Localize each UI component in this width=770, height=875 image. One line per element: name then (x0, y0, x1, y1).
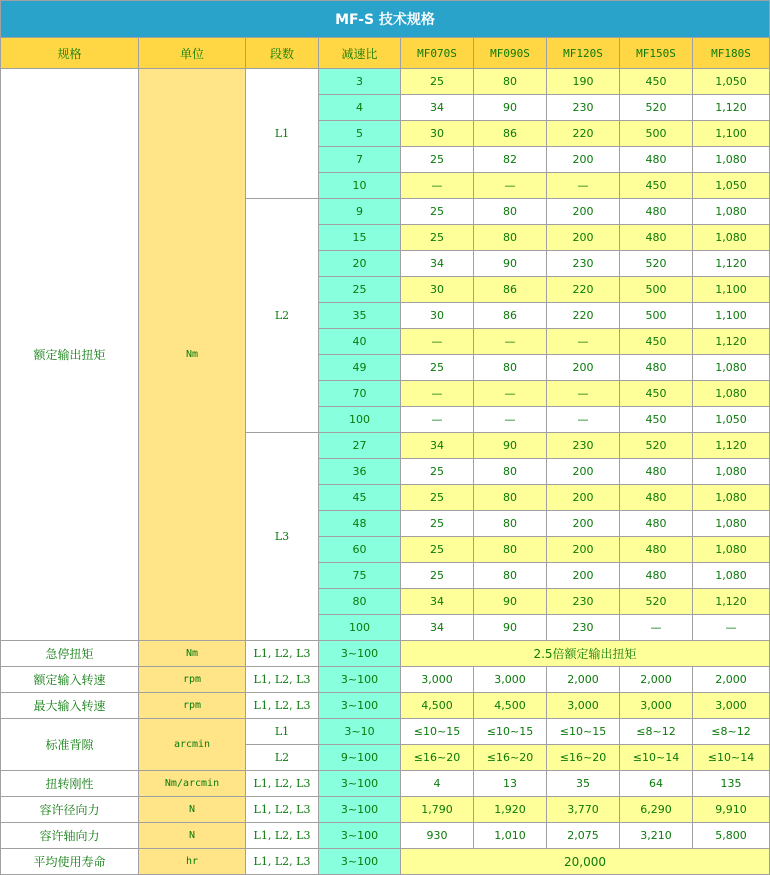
value-cell: 1,080 (693, 511, 770, 537)
value-cell: 200 (547, 225, 620, 251)
value-cell: ≤16~20 (401, 745, 474, 771)
ratio-cell: 3~100 (319, 641, 401, 667)
value-cell: 1,080 (693, 225, 770, 251)
value-cell: 9,910 (693, 797, 770, 823)
value-cell: 5,800 (693, 823, 770, 849)
value-cell: — (620, 615, 693, 641)
value-cell: 80 (474, 563, 547, 589)
spec-label: 扭转刚性 (1, 771, 139, 797)
value-cell: 230 (547, 589, 620, 615)
value-cell: 25 (401, 485, 474, 511)
ratio-cell: 3~100 (319, 771, 401, 797)
table-title: MF-S 技术规格 (1, 1, 770, 38)
ratio-cell: 100 (319, 407, 401, 433)
value-cell: 190 (547, 69, 620, 95)
ratio-cell: 7 (319, 147, 401, 173)
value-cell: 480 (620, 485, 693, 511)
unit-cell: arcmin (139, 719, 246, 771)
value-cell: — (401, 381, 474, 407)
header-row (1, 38, 770, 69)
value-cell: ≤10~15 (547, 719, 620, 745)
header-model-mf070s: MF070S (401, 38, 474, 69)
value-cell: ≤10~14 (620, 745, 693, 771)
value-cell: 3,000 (547, 693, 620, 719)
spec-label: 容许轴向力 (1, 823, 139, 849)
value-cell: 25 (401, 459, 474, 485)
value-cell: 520 (620, 95, 693, 121)
header-model-mf090s: MF090S (474, 38, 547, 69)
value-cell: 1,080 (693, 199, 770, 225)
value-cell: 480 (620, 225, 693, 251)
table-row-max-input-speed (1, 693, 770, 719)
ratio-cell: 48 (319, 511, 401, 537)
ratio-cell: 49 (319, 355, 401, 381)
value-cell: 3,770 (547, 797, 620, 823)
value-cell: 25 (401, 69, 474, 95)
value-cell: 1,120 (693, 251, 770, 277)
ratio-cell: 10 (319, 173, 401, 199)
value-cell: 480 (620, 459, 693, 485)
value-cell: 1,100 (693, 121, 770, 147)
stage-cell: L1, L2, L3 (246, 849, 319, 875)
unit-cell: Nm (139, 641, 246, 667)
value-cell: — (547, 329, 620, 355)
value-cell: ≤16~20 (474, 745, 547, 771)
table-row-axial-force (1, 823, 770, 849)
value-cell: 80 (474, 537, 547, 563)
stage-cell: L2 (246, 745, 319, 771)
value-cell: 230 (547, 615, 620, 641)
value-cell: 64 (620, 771, 693, 797)
value-cell: 2,000 (620, 667, 693, 693)
value-cell: 1,050 (693, 173, 770, 199)
header-spec: 规格 (1, 38, 139, 69)
ratio-cell: 25 (319, 277, 401, 303)
value-cell: 220 (547, 121, 620, 147)
header-ratio: 减速比 (319, 38, 401, 69)
table-row-torsional-rigidity (1, 771, 770, 797)
value-cell: 1,080 (693, 147, 770, 173)
value-cell: — (547, 381, 620, 407)
ratio-cell: 3~100 (319, 849, 401, 875)
value-cell: 90 (474, 615, 547, 641)
value-cell: 450 (620, 407, 693, 433)
spec-label-rated-torque: 额定输出扭矩 (1, 69, 139, 641)
unit-cell: rpm (139, 667, 246, 693)
value-cell: 500 (620, 121, 693, 147)
value-cell: 30 (401, 121, 474, 147)
ratio-cell: 3~100 (319, 797, 401, 823)
stage-cell: L1, L2, L3 (246, 693, 319, 719)
unit-cell: Nm/arcmin (139, 771, 246, 797)
value-cell: 2,000 (547, 667, 620, 693)
value-cell: ≤10~15 (474, 719, 547, 745)
ratio-cell: 40 (319, 329, 401, 355)
spec-label: 额定输入转速 (1, 667, 139, 693)
value-cell: 1,920 (474, 797, 547, 823)
value-cell: 34 (401, 251, 474, 277)
value-cell: 450 (620, 329, 693, 355)
value-cell: 2,075 (547, 823, 620, 849)
unit-cell: rpm (139, 693, 246, 719)
value-cell: 450 (620, 381, 693, 407)
value-cell: 480 (620, 355, 693, 381)
stage-cell: L3 (246, 433, 319, 641)
value-cell: ≤10~15 (401, 719, 474, 745)
table-row-radial-force (1, 797, 770, 823)
value-cell: 500 (620, 303, 693, 329)
spec-label: 急停扭矩 (1, 641, 139, 667)
value-cell: 80 (474, 199, 547, 225)
value-cell: 200 (547, 537, 620, 563)
value-cell: 3,210 (620, 823, 693, 849)
value-cell: 25 (401, 225, 474, 251)
table-row (1, 69, 770, 95)
spec-label: 标准背隙 (1, 719, 139, 771)
value-cell: 930 (401, 823, 474, 849)
value-cell: — (401, 329, 474, 355)
value-cell: 4,500 (474, 693, 547, 719)
spec-label: 最大输入转速 (1, 693, 139, 719)
value-cell: 230 (547, 433, 620, 459)
value-cell: 34 (401, 433, 474, 459)
value-cell: 90 (474, 589, 547, 615)
value-cell: — (693, 615, 770, 641)
ratio-cell: 27 (319, 433, 401, 459)
value-cell: 220 (547, 303, 620, 329)
unit-rated-torque: Nm (139, 69, 246, 641)
value-cell: 200 (547, 563, 620, 589)
header-unit: 单位 (139, 38, 246, 69)
value-cell: — (474, 407, 547, 433)
unit-cell: N (139, 823, 246, 849)
value-cell: 1,120 (693, 95, 770, 121)
ratio-cell: 80 (319, 589, 401, 615)
value-cell: 3,000 (693, 693, 770, 719)
value-cell: 80 (474, 485, 547, 511)
unit-cell: hr (139, 849, 246, 875)
value-cell: 25 (401, 537, 474, 563)
value-cell: 200 (547, 511, 620, 537)
value-cell: — (401, 407, 474, 433)
value-cell: 25 (401, 355, 474, 381)
value-cell: 1,100 (693, 277, 770, 303)
value-cell: 34 (401, 615, 474, 641)
value-cell: 480 (620, 537, 693, 563)
value-cell: 80 (474, 511, 547, 537)
value-cell: 520 (620, 589, 693, 615)
value-cell: 25 (401, 511, 474, 537)
ratio-cell: 15 (319, 225, 401, 251)
value-cell: — (401, 173, 474, 199)
value-cell: 3,000 (474, 667, 547, 693)
spec-label: 平均使用寿命 (1, 849, 139, 875)
value-cell: ≤8~12 (693, 719, 770, 745)
value-cell: 25 (401, 147, 474, 173)
value-cell: 13 (474, 771, 547, 797)
value-cell: 1,120 (693, 329, 770, 355)
ratio-cell: 70 (319, 381, 401, 407)
value-cell: 25 (401, 199, 474, 225)
ratio-cell: 35 (319, 303, 401, 329)
ratio-cell: 100 (319, 615, 401, 641)
stage-cell: L1 (246, 69, 319, 199)
value-cell: 1,010 (474, 823, 547, 849)
value-cell: 1,050 (693, 69, 770, 95)
value-cell: — (474, 173, 547, 199)
value-cell: 200 (547, 199, 620, 225)
value-cell: 230 (547, 95, 620, 121)
value-cell: 86 (474, 277, 547, 303)
header-stage: 段数 (246, 38, 319, 69)
header-model-mf120s: MF120S (547, 38, 620, 69)
value-cell: 4,500 (401, 693, 474, 719)
value-cell: 450 (620, 173, 693, 199)
ratio-cell: 3~100 (319, 693, 401, 719)
value-cell: 82 (474, 147, 547, 173)
stage-cell: L1, L2, L3 (246, 641, 319, 667)
header-model-mf150s: MF150S (620, 38, 693, 69)
value-cell: — (547, 407, 620, 433)
ratio-cell: 36 (319, 459, 401, 485)
stage-cell: L1 (246, 719, 319, 745)
table-row-rated-input-speed (1, 667, 770, 693)
value-cell: — (474, 381, 547, 407)
spec-label: 容许径向力 (1, 797, 139, 823)
value-cell: 80 (474, 225, 547, 251)
value-cell: 1,050 (693, 407, 770, 433)
value-cell: 1,080 (693, 381, 770, 407)
value-cell: 230 (547, 251, 620, 277)
value-cell: 1,080 (693, 537, 770, 563)
ratio-cell: 3~100 (319, 667, 401, 693)
value-cell: 90 (474, 433, 547, 459)
value-cell: 135 (693, 771, 770, 797)
ratio-cell: 60 (319, 537, 401, 563)
header-model-mf180s: MF180S (693, 38, 770, 69)
value-cell: 480 (620, 199, 693, 225)
table-row-emergency-stop (1, 641, 770, 667)
stage-cell: L1, L2, L3 (246, 823, 319, 849)
value-cell: 86 (474, 121, 547, 147)
value-cell: 200 (547, 459, 620, 485)
value-cell: 200 (547, 485, 620, 511)
value-cell: 480 (620, 147, 693, 173)
value-cell: 220 (547, 277, 620, 303)
ratio-cell: 5 (319, 121, 401, 147)
value-cell: 34 (401, 95, 474, 121)
value-cell: 90 (474, 251, 547, 277)
value-cell: 6,290 (620, 797, 693, 823)
title-row (1, 1, 770, 38)
merged-value-cell: 2.5倍额定输出扭矩 (401, 641, 770, 667)
value-cell: 200 (547, 147, 620, 173)
ratio-cell: 45 (319, 485, 401, 511)
ratio-cell: 75 (319, 563, 401, 589)
unit-cell: N (139, 797, 246, 823)
value-cell: 3,000 (620, 693, 693, 719)
value-cell: ≤10~14 (693, 745, 770, 771)
value-cell: 1,080 (693, 485, 770, 511)
value-cell: 1,120 (693, 589, 770, 615)
value-cell: 1,080 (693, 563, 770, 589)
ratio-cell: 9~100 (319, 745, 401, 771)
value-cell: 520 (620, 433, 693, 459)
value-cell: 80 (474, 459, 547, 485)
value-cell: 90 (474, 95, 547, 121)
value-cell: 3,000 (401, 667, 474, 693)
merged-value-cell: 20,000 (401, 849, 770, 875)
ratio-cell: 4 (319, 95, 401, 121)
value-cell: 1,080 (693, 459, 770, 485)
value-cell: ≤16~20 (547, 745, 620, 771)
value-cell: 1,100 (693, 303, 770, 329)
value-cell: 200 (547, 355, 620, 381)
stage-cell: L1, L2, L3 (246, 667, 319, 693)
value-cell: 34 (401, 589, 474, 615)
value-cell: — (547, 173, 620, 199)
ratio-cell: 3~10 (319, 719, 401, 745)
table-row-service-life (1, 849, 770, 875)
table-row-backlash (1, 719, 770, 745)
value-cell: 480 (620, 511, 693, 537)
stage-cell: L1, L2, L3 (246, 771, 319, 797)
value-cell: 1,120 (693, 433, 770, 459)
stage-cell: L2 (246, 199, 319, 433)
value-cell: 86 (474, 303, 547, 329)
value-cell: — (474, 329, 547, 355)
value-cell: 25 (401, 563, 474, 589)
value-cell: 35 (547, 771, 620, 797)
value-cell: ≤8~12 (620, 719, 693, 745)
value-cell: 480 (620, 563, 693, 589)
value-cell: 1,790 (401, 797, 474, 823)
value-cell: 2,000 (693, 667, 770, 693)
stage-cell: L1, L2, L3 (246, 797, 319, 823)
ratio-cell: 3 (319, 69, 401, 95)
value-cell: 80 (474, 69, 547, 95)
value-cell: 80 (474, 355, 547, 381)
value-cell: 500 (620, 277, 693, 303)
value-cell: 520 (620, 251, 693, 277)
value-cell: 30 (401, 277, 474, 303)
ratio-cell: 9 (319, 199, 401, 225)
value-cell: 1,080 (693, 355, 770, 381)
ratio-cell: 20 (319, 251, 401, 277)
value-cell: 30 (401, 303, 474, 329)
value-cell: 450 (620, 69, 693, 95)
ratio-cell: 3~100 (319, 823, 401, 849)
value-cell: 4 (401, 771, 474, 797)
